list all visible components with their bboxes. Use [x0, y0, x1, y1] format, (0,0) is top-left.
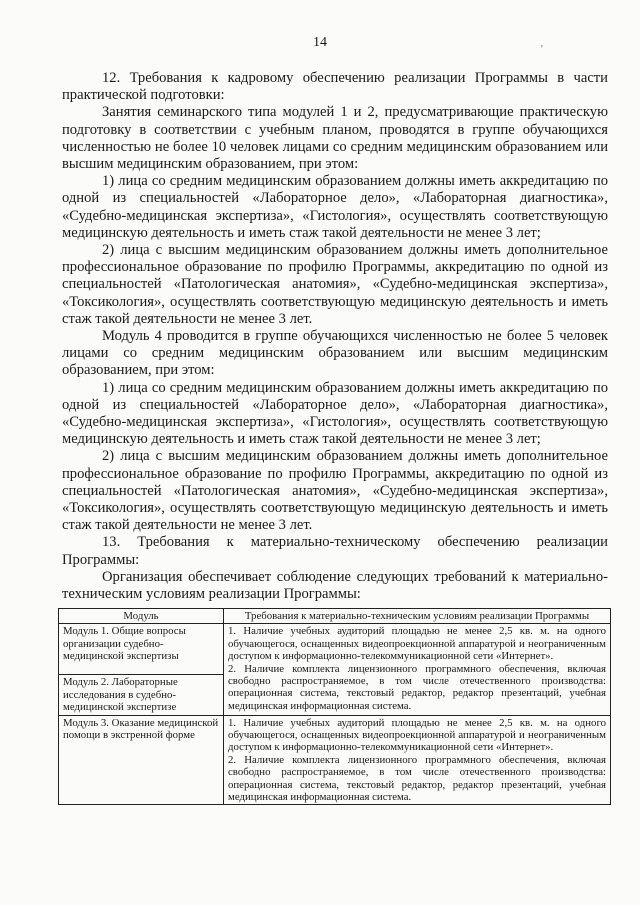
header-requirements: Требования к материально-техническим условиям реализации Программы	[224, 609, 611, 624]
requirements-table	[58, 608, 611, 805]
section-12-intro: Занятия семинарского типа модулей 1 и 2, предусматривающие практическую подготовку в соответствии с учебным планом, проводятся в группе обучающихся численностью не более 10 человек лицами со средним медицинским образованием или высшим медицинским образованием, при этом:	[62, 104, 608, 173]
section-12-item-1: 1) лица со средним медицинским образованием должны иметь аккредитацию по одной из специальностей «Лабораторное дело», «Лабораторная диагностика», «Судебно-медицинская экспертиза», «Гистология», осуществлять соответствующую медицинскую деятельность и иметь стаж такой деятельности не менее 3 лет;	[62, 173, 608, 241]
section-12-heading: 12. Требования к кадровому обеспечению реализации Программы в части практической подготовки:	[62, 70, 608, 104]
condition-item: 1. Наличие учебных аудиторий площадью не менее 2,5 кв. м. на одного обучающегося, оснащенных видеопроекционной аппаратурой и неограниченным доступом к информационно-телекоммуникационной сети «Интернет».	[228, 716, 606, 754]
table-header-row	[59, 609, 611, 624]
section-13-intro: Организация обеспечивает соблюдение следующих требований к материально-техническим условиям реализации Программы:	[62, 568, 608, 603]
module-4-paragraph: Модуль 4 проводится в группе обучающихся численностью не более 5 человек лицами со средним медицинским образованием или высшим медицинским образованием, при этом:	[62, 328, 608, 379]
condition-item: 1. Наличие учебных аудиторий площадью не менее 2,5 кв. м. на одного обучающегося, оснащенных видеопроекционной аппаратурой и неограниченным доступом к информационно-телекоммуникационной сети «Интернет».	[228, 625, 606, 663]
corner-mark: '	[541, 44, 543, 55]
section-13-heading: 13. Требования к материально-техническому обеспечению реализации Программы:	[62, 534, 608, 568]
document-body	[62, 70, 608, 603]
page-number: 14	[313, 35, 327, 50]
section-12-item-2: 2) лица с высшим медицинским образованием должны иметь дополнительное профессиональное образование по профилю Программы, аккредитацию по одной из специальностей «Патологическая анатомия», «Судебно-медицинская экспертиза», «Токсикология», осуществлять соответствующую медицинскую деятельность и иметь стаж такой деятельности не менее 3 лет.	[62, 242, 608, 327]
module-4-item-1: 1) лица со средним медицинским образованием должны иметь аккредитацию по одной из специальностей «Лабораторное дело», «Лабораторная диагностика», «Судебно-медицинская экспертиза», «Гистология», осуществлять соответствующую медицинскую деятельность и иметь стаж такой деятельности не менее 3 лет;	[62, 379, 608, 448]
module-cell: Модуль 3. Оказание медицинской помощи в экстренной форме	[59, 715, 224, 805]
table-row	[59, 624, 611, 675]
module-cell: Модуль 1. Общие вопросы организации судебно-медицинской экспертизы	[59, 624, 224, 675]
module-cell: Модуль 2. Лабораторные исследования в судебно-медицинской экспертизе	[59, 675, 224, 715]
conditions-cell	[224, 715, 611, 805]
condition-item: 2. Наличие комплекта лицензионного программного обеспечения, включая свободно распространяемое, в том числе отечественного производства: операционная система, текстовый редактор, редактор презентаций, учебная медицинская информационная система.	[228, 753, 606, 804]
condition-item: 2. Наличие комплекта лицензионного программного обеспечения, включая свободно распространяемое, в том числе отечественного производства: операционная система, текстовый редактор, редактор презентаций, учебная медицинская информационная система.	[228, 662, 606, 712]
module-4-item-2: 2) лица с высшим медицинским образованием должны иметь дополнительное профессиональное образование по профилю Программы, аккредитацию по одной из специальностей «Патологическая анатомия», «Судебно-медицинская экспертиза», «Токсикология», осуществлять соответствующую медицинскую деятельность и иметь стаж такой деятельности не менее 3 лет.	[62, 448, 608, 534]
header-module: Модуль	[59, 609, 224, 624]
table-row	[59, 715, 611, 805]
conditions-cell	[224, 624, 611, 715]
